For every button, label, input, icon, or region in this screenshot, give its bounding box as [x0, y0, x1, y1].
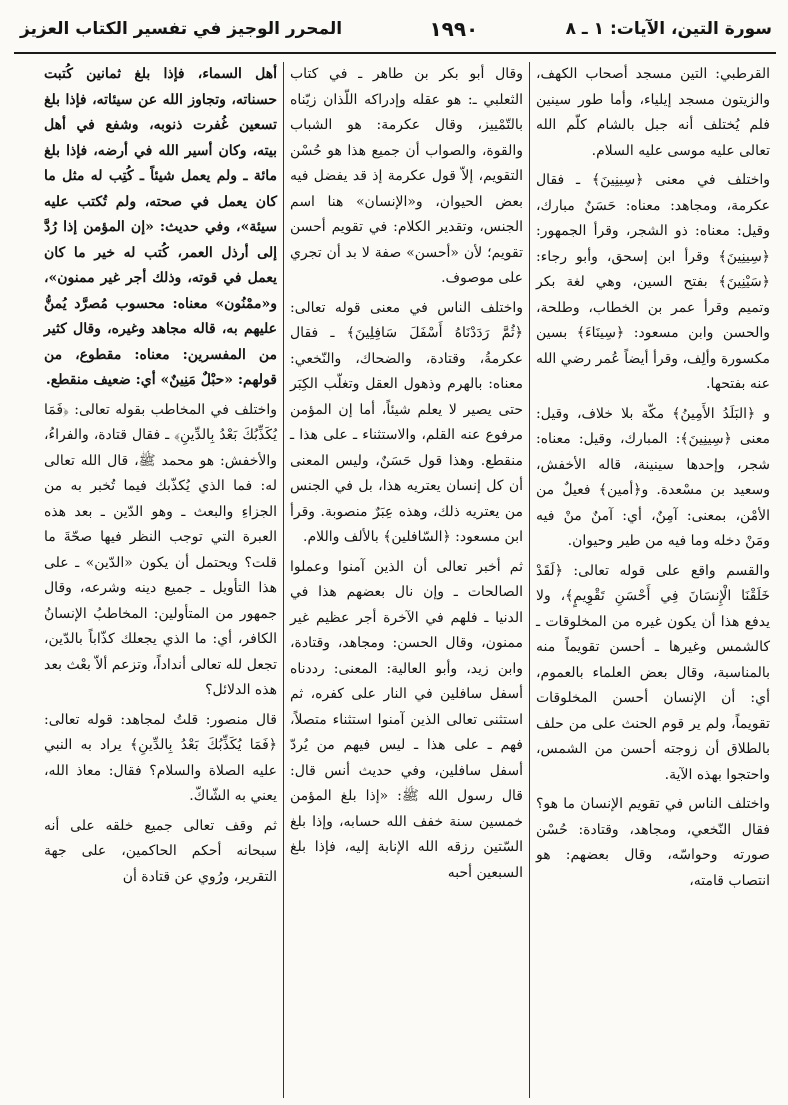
page [14, 6, 776, 1098]
hadith-paragraph: أهل السماء، فإذا بلغ ثمانين كُتبت حسناته، وتجاوز الله عن سيئاته، فإذا بلغ تسعين غُفرت ذنوبه، وشفع في أهل بيته، وكان أسير الله في أرضه، فإذا بلغ مائة ـ ولم يعمل شيئاً ـ كُتِب له مثل ما كان يعمل في صحته، ولم تُكتب عليه سيئة»، وفي حديث: «إن المؤمن إذا رُدَّ إلى أرذل العمر، كُتب له خير ما كان يعمل في قوته، وذلك أجر غير ممنون»، و«ممْنُون» معناه: محسوب مُصرَّد يُمنُّ عليهم به، قاله مجاهد وغيره، وقال كثير من المفسرين: معناه: مقطوع، من قولهم: «حبْلٌ مَنِينٌ» أي: ضعيف منقطع. [44, 66, 277, 388]
paragraph: واختلف الناس في معنى قوله تعالى: ﴿ثُمَّ رَدَدْنَاهُ أَسْفَلَ سَافِلِينَ﴾ ـ فقال عكرمةُ، وقتادة، والضحاك، والنّخعي: معناه: بالهرم وذهول العقل وتغلّب الكِبَر حتى يصير لا يعلم شيئاً، أما إن المؤمن مرفوع عنه القلم، والاستثناء ـ على هذا ـ منقطع. وهذا قول حَسَنٌ، وليس المعنى أن كل إنسان يعتريه هذا، بل في الجنس من يعتريه ذلك، وهذه عِبَرٌ منصوبة. وقرأ ابن مسعود: ﴿السّافلين﴾ بالألف واللام. [290, 299, 523, 545]
paragraph: واختلف الناس في تقويم الإنسان ما هو؟ فقال النّخعي، ومجاهد، وقتادة: حُسْن صورته وحواسّه، وقال بعضهم: هو انتصاب قامته، [536, 796, 770, 889]
paragraph: ثم أخبر تعالى أن الذين آمنوا وعملوا الصالحات ـ وإن نال بعضهم هذا في الدنيا ـ فلهم في الآخرة أجر عظيم غير ممنون، وقال الحسن: ومجاهد، وقتادة، وابن زيد، وأبو العالية: المعنى: رددناه أسفل سافلين في النار على كفره، ثم استثنى تعالى الذين آمنوا استثناء متصلاً، فهم ـ على هذا ـ ليس فيهم من يُردّ أسفل سافلين، وفي حديث أنس قال: قال رسول الله ﷺ: «إذا بلغ المؤمن خمسين سنة خفف الله حسابه، وإذا بلغ السّتين رزقه الله الإنابة إليه، فإذا بلغ السبعين أحبه [290, 558, 523, 881]
paragraph: واختلف في معنى ﴿سِينِينَ﴾ ـ فقال عكرمة، ومجاهد: معناه: حَسَنٌ مبارك، وقيل: معناه: ذو الشجر، وقرأ الجمهور: ﴿سِينِينَ﴾ وقرأ ابن إسحق، وأبو رجاء: ﴿سَيْنِينَ﴾ بفتح السين، وهي لغة بكر وتميم وقرأ عمر بن الخطاب، وطلحة، والحسن وابن مسعود: ﴿سِينَاءَ﴾ بسين مكسورة وألِف، وقرأ أيضاً عُمر رضي الله عنه بفتحها. [536, 172, 770, 392]
paragraph: وقال أبو بكر بن طاهر ـ في كتاب الثعلبي ـ: هو عقله وإدراكه اللّذان زيّناه بالتّمْييز، وقال عكرمة: هو الشباب والقوة، والصواب أن جميع هذا هو حُسْن التقويم، إلاّ قول عكرمة إذ قد يفضل فيه بعض الحيوان، و«الإنسان» هنا اسم الجنس، وتقدير الكلام: في تقويم أحسن تقويم؛ لأن «أحسن» صفة لا بد أن تجري على موصوف. [290, 66, 523, 286]
text-columns [14, 62, 776, 1098]
paragraph: و ﴿البَلَدُ الأَمِينُ﴾ مكّة بلا خلاف، وقيل: معنى ﴿سِينِينَ﴾: المبارك، وقيل: معناه: شجر، وإحدها سينينة، قاله الأخفش، وسعيد بن مسْعدة. و﴿أمين﴾ فعيلٌ من الأمْن، بمعنى: آمِنٌ، أي: آمنٌ منْ فيه ومَنْ دخله وما فيه من طير وحيوان. [536, 405, 770, 549]
paragraph: واختلف في المخاطب بقوله تعالى: ﴿فَمَا يُكَذِّبُكَ بَعْدُ بِالدِّينِ﴾ ـ فقال قتادة، والفراءُ، والأخفش: هو محمد ﷺ، قال الله تعالى له: فما الذي يُكذّبك فيما تُخبر به من الجزاءِ والبعث ـ وهو الدّين ـ بعد هذه العبرة التي توجب النظر فيها صحّةَ ما قلت؟ ويحتمل أن يكون «الدّين» ـ على هذا التأويل ـ جميع دينه وشرعه، وقال جمهور من المتأولين: المخاطبُ الإنسانُ الكافر، أي: ما الذي يجعلك كذّاباً بالدّين، تجعل لله تعالى أنداداً، وتزعم ألاّ بعْث بعد هذه الدلائل؟ [44, 401, 277, 698]
column-left [38, 62, 284, 1098]
page-number: ١٩٩٠ [429, 17, 479, 41]
column-middle [284, 62, 530, 1098]
paragraph: قال منصور: قلتُ لمجاهد: قوله تعالى: ﴿فَمَا يُكَذِّبُكَ بَعْدُ بِالدِّينِ﴾ يراد به النبي عليه الصلاة والسلام؟ فقال: معاذ الله، يعني به الشّاكّ. [44, 711, 277, 804]
book-title: المحرر الوجيز في تفسير الكتاب العزيز [20, 19, 343, 39]
paragraph: والقسم واقع على قوله تعالى: ﴿لَقَدْ خَلَقْنَا الْإِنسَانَ فِي أَحْسَنِ تَقْوِيمٍ﴾، ولا يدفع هذا أن يكون غيره من المخلوقات ـ كالشمس وغيرها ـ أحسن تقويماً منه بالمناسبة، وقال بعض العلماء بالعموم، أي: أن الإنسان أحسن المخلوقات تقويماً، ولم ير قوم الحنث على من حلف بالطلاق أن زوجته أحسن من الشمس، واحتجوا بهذه الآية. [536, 562, 770, 783]
column-right [530, 62, 776, 1098]
page-header [14, 6, 776, 54]
paragraph: القرطبي: التين مسجد أصحاب الكهف، والزيتون مسجد إيلياء، وأما طور سينين فلم يُختلف أنه جبل بالشام كلّم الله تعالى عليه موسى عليه السلام. [536, 66, 770, 159]
surah-info: سورة التين، الآيات: ١ ـ ٨ [565, 19, 772, 39]
paragraph: ثم وقف تعالى جميع خلقه على أنه سبحانه أحكم الحاكمين، على جهة التقرير، ورُوي عن قتادة أن [44, 817, 277, 885]
